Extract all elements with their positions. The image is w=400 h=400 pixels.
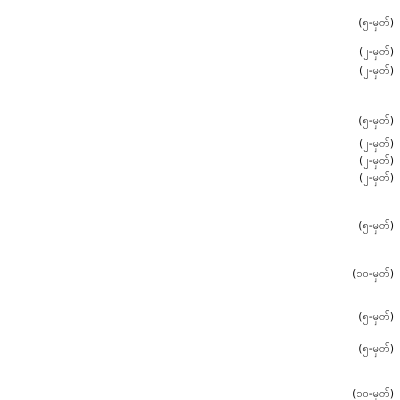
mark-ref: (၅-မှတ်) bbox=[358, 219, 394, 232]
mark-ref: (၅-မှတ်) bbox=[358, 16, 394, 29]
mark-ref: (၂-မှတ်) bbox=[359, 45, 394, 58]
mark-ref: (၁၀-မှတ်) bbox=[352, 267, 394, 280]
mark-ref: (၅-မှတ်) bbox=[358, 342, 394, 355]
mark-ref: (၁၀-မှတ်) bbox=[352, 387, 394, 400]
mark-ref: (၂-မှတ်) bbox=[359, 64, 394, 77]
mark-ref: (၅-မှတ်) bbox=[358, 114, 394, 127]
mark-ref: (၂-မှတ်) bbox=[359, 154, 394, 167]
mark-ref: (၂-မှတ်) bbox=[359, 137, 394, 150]
mark-ref: (၅-မှတ်) bbox=[358, 310, 394, 323]
mark-ref: (၂-မှတ်) bbox=[359, 171, 394, 184]
